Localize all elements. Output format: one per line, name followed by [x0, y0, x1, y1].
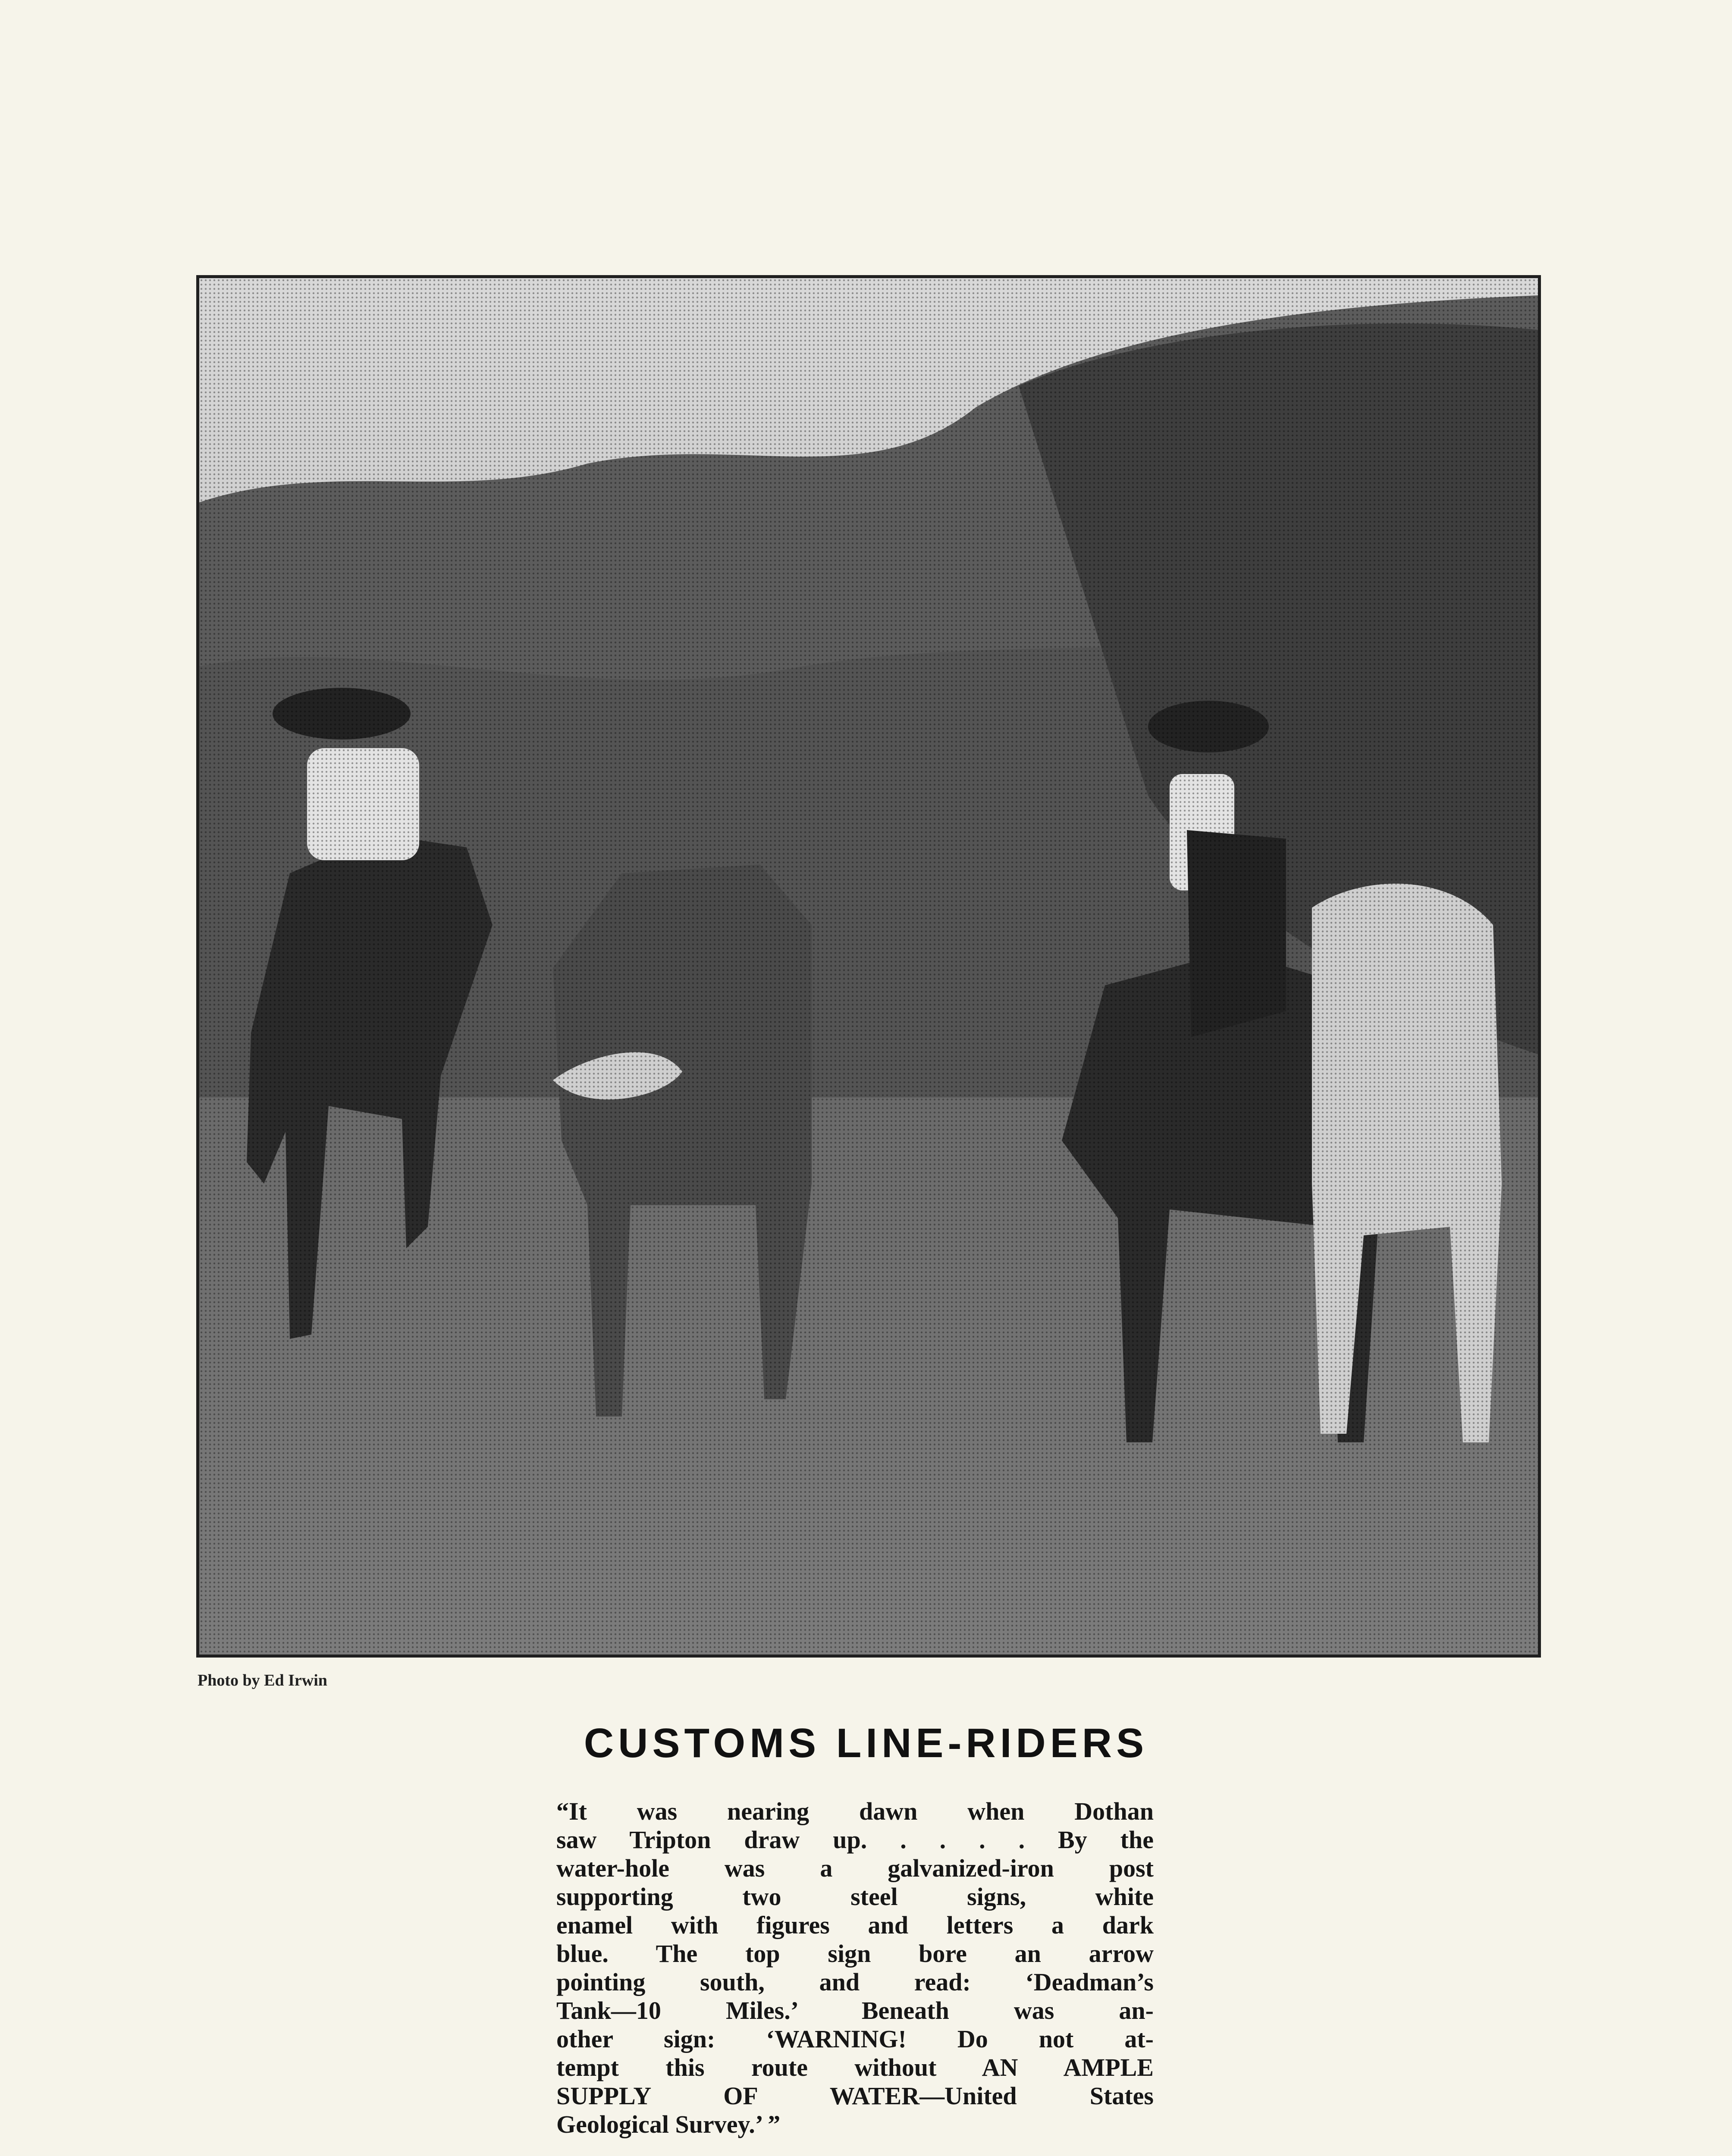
article-quote	[556, 1797, 1154, 2139]
halftone-photo	[196, 275, 1541, 1658]
quote-line: “It was nearing dawn when Dothan	[556, 1797, 1154, 1825]
quote-line: pointing south, and read: ‘Deadman’s	[556, 1968, 1154, 1996]
quote-line: blue. The top sign bore an arrow	[556, 1940, 1154, 1968]
riders-photo-illustration	[199, 278, 1538, 1655]
quote-line: Tank—10 Miles.’ Beneath was an-	[556, 1996, 1154, 2024]
quote-line: other sign: ‘WARNING! Do not at-	[556, 2025, 1154, 2053]
quote-line: supporting two steel signs, white	[556, 1883, 1154, 1911]
quote-line: water-hole was a galvanized-iron post	[556, 1854, 1154, 1882]
article-title: CUSTOMS LINE-RIDERS	[584, 1720, 1148, 1766]
quote-line: enamel with figures and letters a dark	[556, 1911, 1154, 1939]
photo-credit: Photo by Ed Irwin	[198, 1671, 327, 1689]
quote-line: SUPPLY OF WATER—United States	[556, 2082, 1154, 2110]
quote-line: Geological Survey.’ ”	[556, 2110, 781, 2138]
quote-line: saw Tripton draw up. . . . . By the	[556, 1826, 1154, 1854]
quote-line: tempt this route without AN AMPLE	[556, 2053, 1154, 2081]
